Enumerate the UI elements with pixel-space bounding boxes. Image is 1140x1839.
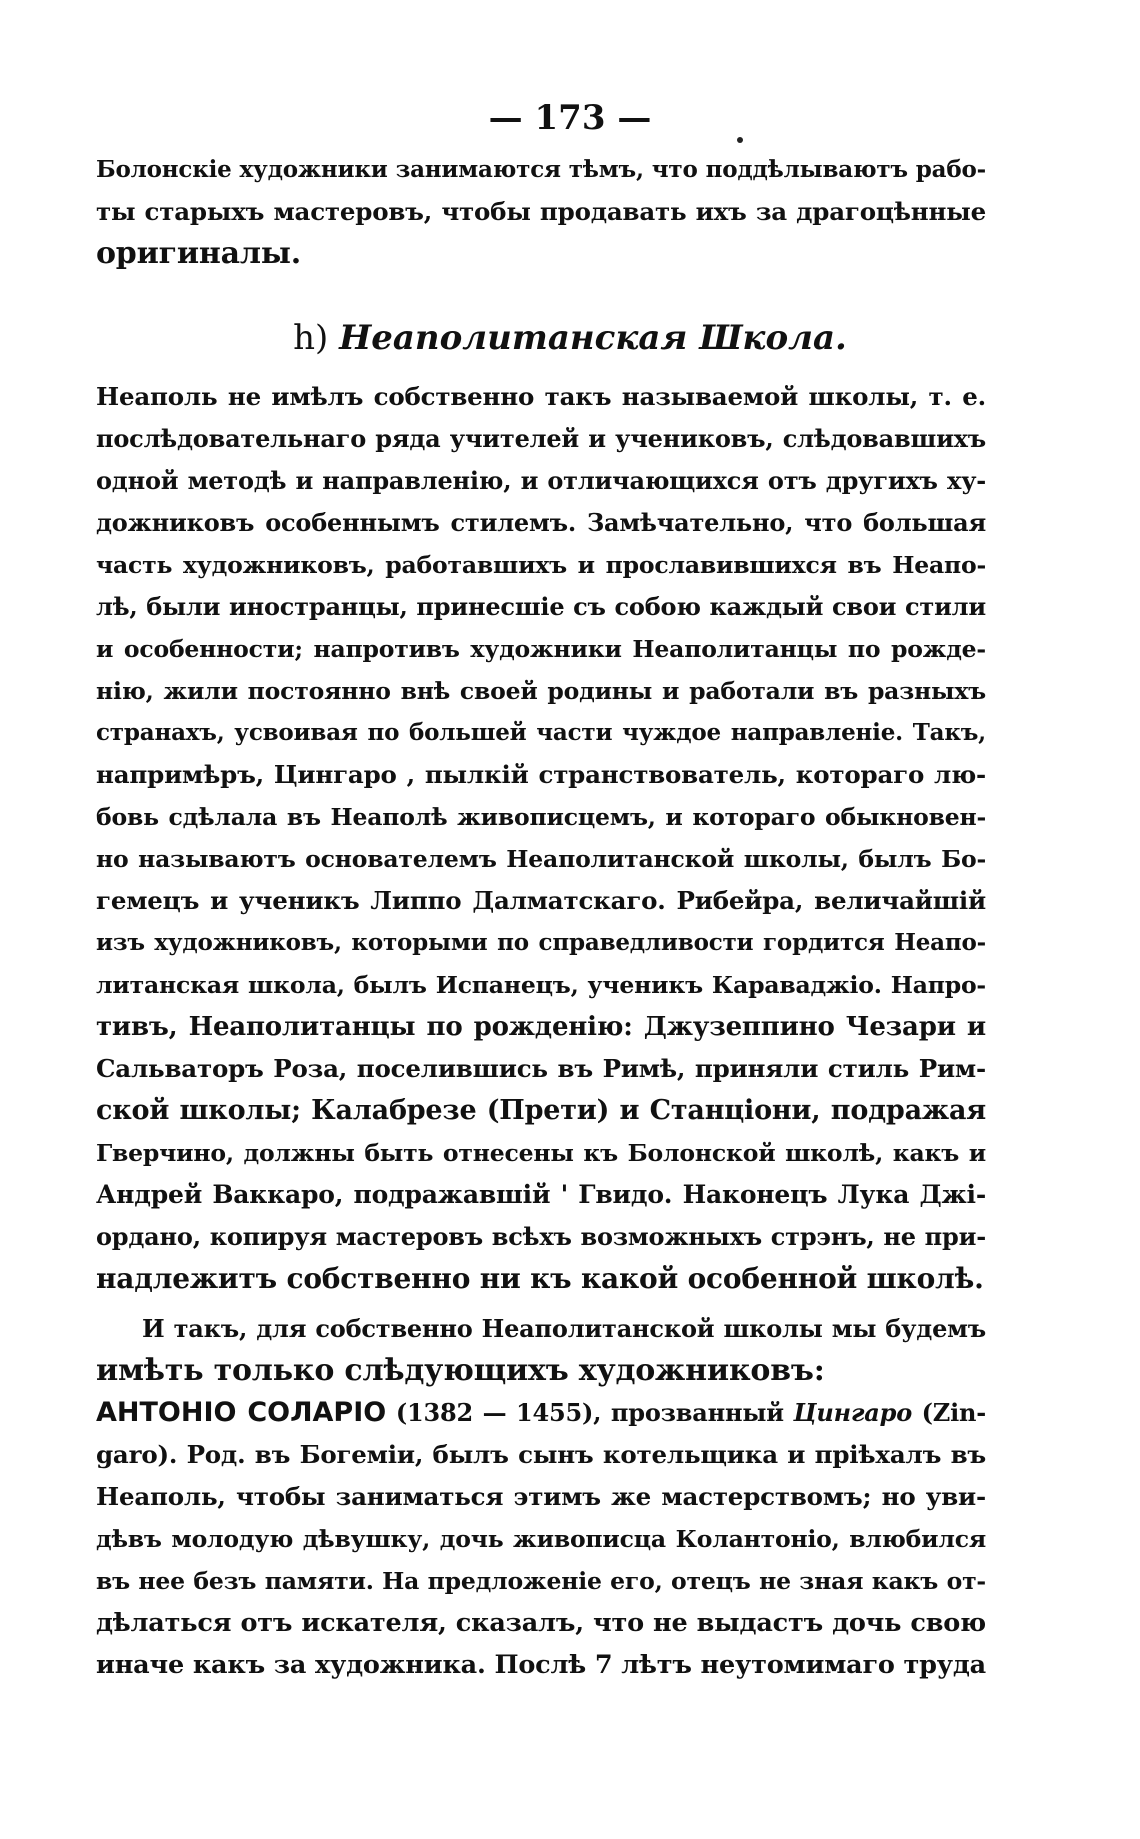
text-line: надлежитъ собственно ни къ какой особенной школѣ. <box>96 1262 984 1295</box>
text-line: Неаполь, чтобы заниматься этимъ же мастерствомъ; но уви- <box>96 1482 986 1511</box>
text-line: бовь сдѣлала въ Неаполѣ живописцемъ, и котораго обыкновен- <box>96 803 986 831</box>
text-line: дожниковъ особеннымъ стилемъ. Замѣчательно, что большая <box>96 508 986 537</box>
text-line: нію, жили постоянно внѣ своей родины и работали въ разныхъ <box>96 677 986 705</box>
text-line: garo). Род. въ Богеміи, былъ сынъ котельщика и пріѣхалъ въ <box>96 1440 986 1469</box>
heading-letter: h) <box>293 318 329 358</box>
text-line: тивъ, Неаполитанцы по рожденію: Джузеппино Чезари и <box>96 1012 986 1042</box>
nickname-original: (Zin- <box>912 1398 987 1427</box>
text-line: странахъ, усвоивая по большей части чуждое направленіе. Такъ, <box>96 719 986 746</box>
text-line: иначе какъ за художника. Послѣ 7 лѣтъ неутомимаго труда <box>96 1650 986 1680</box>
text-line: ордано, копируя мастеровъ всѣхъ возможныхъ стрэнъ, не при- <box>96 1222 986 1251</box>
text-line: ты старыхъ мастеровъ, чтобы продавать ихъ за драгоцѣнные <box>96 197 986 226</box>
text-line: ской школы; Калабрезе (Прети) и Станціони, подражая <box>96 1095 986 1126</box>
text-line: имѣть только слѣдующихъ художниковъ: <box>96 1353 825 1388</box>
text-line: часть художниковъ, работавшихъ и прославившихся въ Неапо- <box>96 551 986 579</box>
text-line: лѣ, были иностранцы, принесшіе съ собою каждый свои стили <box>96 592 986 621</box>
text-line <box>96 1392 986 1434</box>
intro-paragraph <box>96 149 986 275</box>
artist-name: АНТОНІО СОЛАРІО <box>96 1397 387 1428</box>
text-line: въ нее безъ памяти. На предложеніе его, отецъ не зная какъ от- <box>96 1567 986 1595</box>
section-heading <box>0 316 1140 360</box>
text-line: литанская школа, былъ Испанецъ, ученикъ Караваджіо. Напро- <box>96 971 986 999</box>
main-paragraph <box>96 376 986 1300</box>
text-line: Сальваторъ Роза, поселившись въ Римѣ, приняли стиль Рим- <box>96 1054 986 1083</box>
text-line: и особенности; напротивъ художники Неаполитанцы по рожде- <box>96 635 986 663</box>
text-line: одной методѣ и направленію, и отличающихся отъ другихъ ху- <box>96 466 986 495</box>
second-paragraph <box>96 1308 986 1392</box>
heading-title: Неаполитанская Школа. <box>339 318 847 358</box>
text-line: изъ художниковъ, которыми по справедливости гордится Неапо- <box>96 929 986 956</box>
text-line: Неаполь не имѣлъ собственно такъ называемой школы, т. е. <box>96 382 986 411</box>
artist-entry <box>96 1392 986 1686</box>
text-line: но называютъ основателемъ Неаполитанской школы, былъ Бо- <box>96 845 986 873</box>
page-number: — 173 — <box>488 98 652 138</box>
text-line: дѣлаться отъ искателя, сказалъ, что не выдастъ дочь свою <box>96 1608 986 1638</box>
text-line: оригиналы. <box>96 236 301 271</box>
text-line: гемецъ и ученикъ Липпо Далматскаго. Рибейра, величайшій <box>96 886 986 915</box>
text-line: дѣвъ молодую дѣвушку, дочь живописца Колантоніо, влюбился <box>96 1525 986 1553</box>
artist-nickname: Цингаро <box>793 1398 912 1427</box>
artist-dates: (1382 — 1455), прозванный <box>386 1398 794 1427</box>
text-line: напримѣръ, Цингаро , пылкій странствователь, котораго лю- <box>96 760 986 789</box>
text-line: И такъ, для собственно Неаполитанской школы мы будемъ <box>142 1314 986 1343</box>
text-line: Болонскіе художники занимаются тѣмъ, что поддѣлываютъ рабо- <box>96 156 986 183</box>
text-line: послѣдовательнаго ряда учителей и учениковъ, слѣдовавшихъ <box>96 424 986 453</box>
ink-dot <box>737 137 743 143</box>
text-line: Андрей Ваккаро, подражавшій ' Гвидо. Наконецъ Лука Джі- <box>96 1180 986 1209</box>
text-line: Гверчино, должны быть отнесены къ Болонской школѣ, какъ и <box>96 1139 986 1167</box>
